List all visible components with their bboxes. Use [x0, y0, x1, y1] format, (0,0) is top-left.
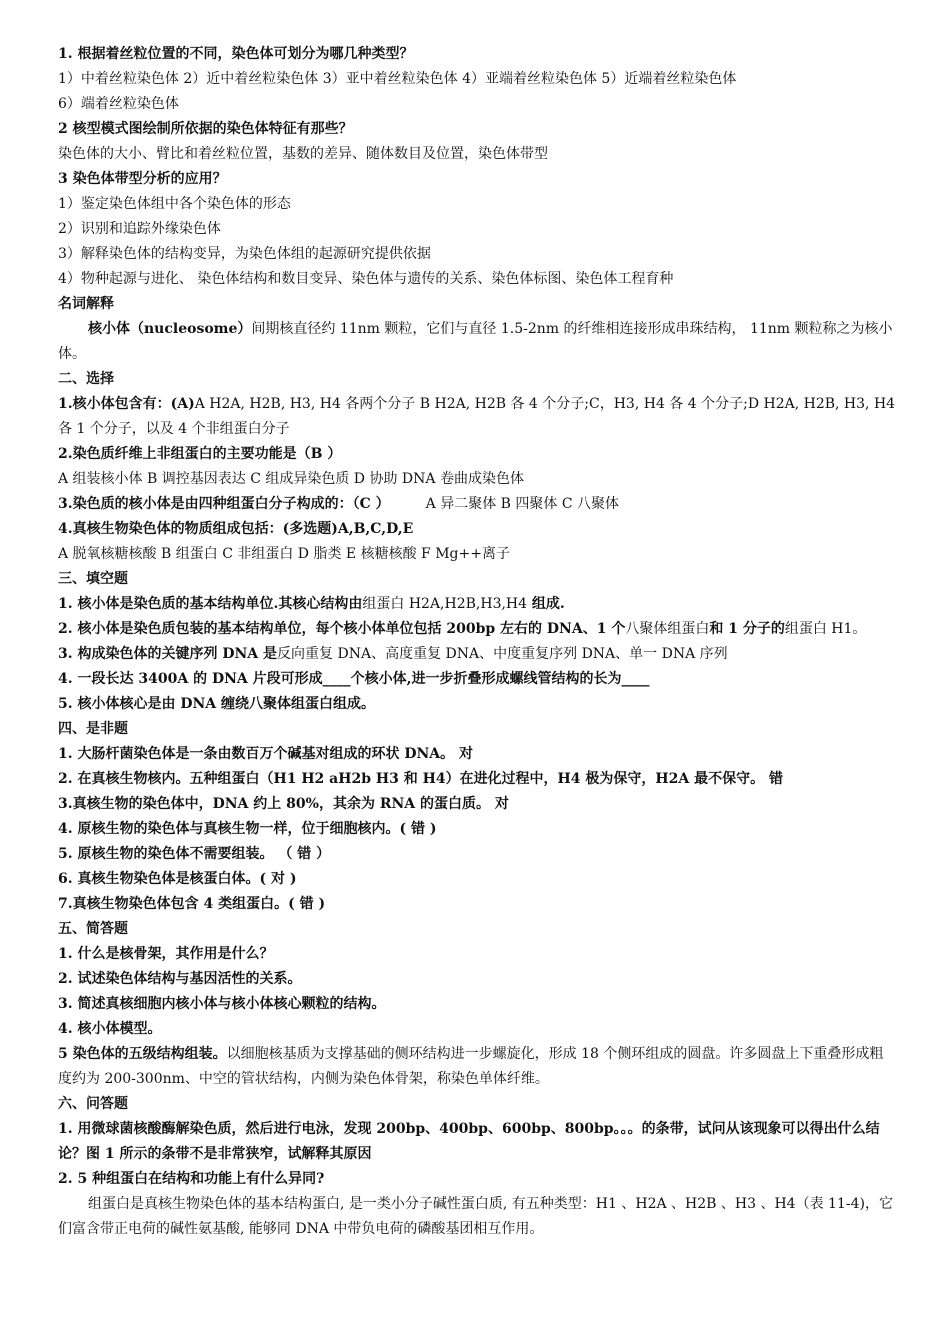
qa-item-1: 1. 用微球菌核酸酶解染色质，然后进行电泳，发现 200bp、400bp、600bp、800bp。。。的条带，试问从该现象可以得出什么结论？图 1 所示的条带不是非常狭窄，试解释其原因 [58, 1121, 880, 1162]
q3-answer-3: 3）解释染色体的结构变异，为染色体组的起源研究提供依据 [58, 246, 431, 262]
term-label: 核小体（nucleosome） [88, 321, 252, 337]
fill-item-2-text: 2. 核小体是染色质包装的基本结构单位，每个核小体单位包括 200bp 左右的 DNA、1 个 [58, 621, 626, 637]
q3-heading: 3 染色体带型分析的应用？ [58, 171, 227, 187]
q2-answer: 染色体的大小、臂比和着丝粒位置，基数的差异、随体数目及位置，染色体带型 [58, 146, 548, 162]
fill-item-4: 4. 一段长达 3400A 的 DNA 片段可形成____个核小体,进一步折叠形成螺线管结构的长为____ [58, 671, 650, 687]
choice-q2-options: A 组装核小体 B 调控基因表达 C 组成异染色质 D 协助 DNA 卷曲成染色体 [58, 471, 524, 487]
document-page [58, 42, 896, 1242]
choice-q4-options: A 脱氧核糖核酸 B 组蛋白 C 非组蛋白 D 脂类 E 核糖核酸 F Mg++离子 [58, 546, 510, 562]
q3-answer-4: 4）物种起源与进化、 染色体结构和数目变异、染色体与遗传的关系、染色体标图、染色体工程育种 [58, 271, 674, 287]
qa-item-2: 2. 5 种组蛋白在结构和功能上有什么异同? [58, 1171, 325, 1187]
q1-heading: 1. 根据着丝粒位置的不同，染色体可划分为哪几种类型？ [58, 46, 414, 62]
term-nucleosome [58, 317, 896, 367]
choice-q2-stem: 2.染色质纤维上非组蛋白的主要功能是（B ） [58, 446, 342, 462]
tf-item-3: 3.真核生物的染色体中，DNA 约上 80%，其余为 RNA 的蛋白质。 对 [58, 796, 509, 812]
choice-q1-options: A H2A, H2B, H3, H4 各两个分子 B H2A, H2B 各 4 个分子;C，H3, H4 各 4 个分子;D H2A, H2B, H3, H4 各 1 个分子，以及 4 个非组蛋白分子 [58, 396, 896, 437]
tf-item-1: 1. 大肠杆菌染色体是一条由数百万个碱基对组成的环状 DNA。 对 [58, 746, 474, 762]
choice-heading: 二、选择 [58, 371, 114, 387]
q2-heading: 2 核型模式图绘制所依据的染色体特征有那些？ [58, 121, 353, 137]
tf-item-5: 5. 原核生物的染色体不需要组装。 （ 错 ） [58, 846, 331, 862]
qa-heading: 六、问答题 [58, 1096, 128, 1112]
terms-heading: 名词解释 [58, 296, 114, 312]
short-item-5 [58, 1042, 896, 1092]
short-item-3: 3. 简述真核细胞内核小体与核小体核心颗粒的结构。 [58, 996, 386, 1012]
fill-item-3-text: 3. 构成染色体的关键序列 DNA 是 [58, 646, 278, 662]
tf-heading: 四、是非题 [58, 721, 128, 737]
short-item-4: 4. 核小体模型。 [58, 1021, 162, 1037]
q3-answer-2: 2）识别和追踪外缘染色体 [58, 221, 221, 237]
fill-item-2-mid: 和 1 分子的 [709, 621, 785, 637]
fill-item-2-answer-2: 组蛋白 H1。 [784, 621, 867, 637]
fill-item-3-answer: 反向重复 DNA、高度重复 DNA、中度重复序列 DNA、单一 DNA 序列 [277, 646, 728, 662]
choice-q1-stem: 1.核小体包含有：(A) [58, 396, 195, 412]
fill-item-1-text: 1. 核小体是染色质的基本结构单位.其核心结构由 [58, 596, 363, 612]
short-item-1: 1. 什么是核骨架，其作用是什么？ [58, 946, 274, 962]
tf-item-7: 7.真核生物染色体包含 4 类组蛋白。( 错 ) [58, 896, 326, 912]
fill-item-1-answer: 组蛋白 H2A,H2B,H3,H4 [362, 596, 528, 612]
short-item-5-question: 5 染色体的五级结构组装。 [58, 1046, 227, 1062]
qa-item-2-answer: 组蛋白是真核生物染色体的基本结构蛋白, 是一类小分子碱性蛋白质, 有五种类型：H1 、H2A 、H2B 、H3 、H4（表 11-4)，它们富含带正电荷的碱性氨基酸, 能够同 DNA 中带负电荷的磷酸基团相互作用。 [58, 1196, 893, 1237]
short-heading: 五、简答题 [58, 921, 128, 937]
tf-item-4: 4. 原核生物的染色体与真核生物一样，位于细胞核内。( 错 ) [58, 821, 437, 837]
short-item-2: 2. 试述染色体结构与基因活性的关系。 [58, 971, 302, 987]
fill-item-2-answer-1: 八聚体组蛋白 [625, 621, 710, 637]
term-definition: 间期核直径约 11nm 颗粒，它们与直径 1.5-2nm 的纤维相连接形成串珠结构， 11nm 颗粒称之为核小体。 [58, 321, 893, 362]
choice-q1 [58, 392, 896, 442]
choice-q3 [58, 492, 896, 517]
choice-q3-stem: 3.染色质的核小体是由四种组蛋白分子构成的：（C ） [58, 496, 390, 512]
choice-q3-options: A 异二聚体 B 四聚体 C 八聚体 [425, 496, 620, 512]
fill-item-1 [58, 592, 896, 617]
q3-answer-1: 1）鉴定染色体组中各个染色体的形态 [58, 196, 291, 212]
choice-q4-stem: 4.真核生物染色体的物质组成包括：(多选题)A,B,C,D,E [58, 521, 414, 537]
q1-answer-line2: 6）端着丝粒染色体 [58, 96, 179, 112]
tf-item-2: 2. 在真核生物核内。五种组蛋白（H1 H2 aH2b H3 和 H4）在进化过程中，H4 极为保守，H2A 最不保守。 错 [58, 771, 783, 787]
fill-item-3 [58, 642, 896, 667]
fill-item-5: 5. 核小体核心是由 DNA 缠绕八聚体组蛋白组成。 [58, 696, 376, 712]
fill-heading: 三、填空题 [58, 571, 128, 587]
short-item-5-answer: 以细胞核基质为支撑基础的侧环结构进一步螺旋化，形成 18 个侧环组成的圆盘。许多圆盘上下重叠形成粗度约为 200-300nm、中空的管状结构，内侧为染色体骨架，称染色单体纤维。 [58, 1046, 884, 1087]
q1-answer-line1: 1）中着丝粒染色体 2）近中着丝粒染色体 3）亚中着丝粒染色体 4）亚端着丝粒染色体 5）近端着丝粒染色体 [58, 71, 737, 87]
fill-item-2 [58, 617, 896, 642]
fill-item-1-end: 组成. [527, 596, 565, 612]
tf-item-6: 6. 真核生物染色体是核蛋白体。( 对 ) [58, 871, 297, 887]
